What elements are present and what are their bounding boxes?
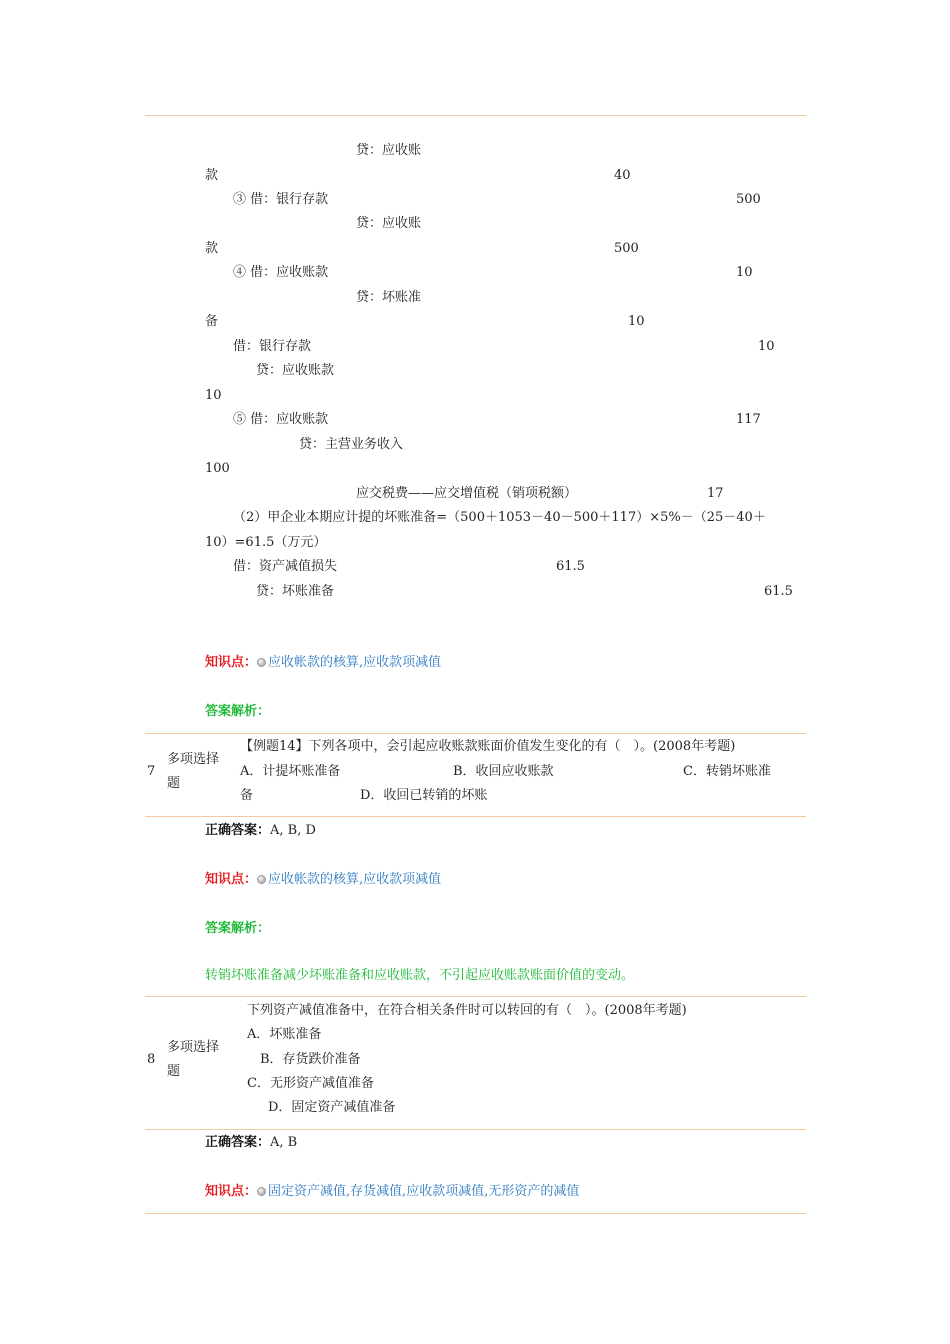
circle-bullet-icon: [257, 1187, 266, 1196]
knowledge-link[interactable]: 固定资产减值,存货减值,应收款项减值,无形资产的减值: [268, 1184, 580, 1199]
journal-line: ③ 借：银行存款: [233, 192, 329, 207]
journal-amount: 17: [707, 486, 724, 501]
correct-answer-value: A, B: [270, 1135, 298, 1150]
journal-amount: 10: [736, 265, 753, 280]
q8-stem: 下列资产减值准备中，在符合相关条件时可以转回的有（ ）。(2008年考题): [247, 1003, 687, 1018]
q7-knowledge-row: [205, 872, 441, 888]
journal-amount: 500: [614, 241, 639, 256]
q8-option-a: A．坏账准备: [247, 1027, 322, 1042]
journal-line: 贷：坏账准备: [256, 584, 335, 599]
circle-bullet-icon: [257, 875, 266, 884]
correct-answer-value: A, B, D: [270, 823, 316, 838]
journal-amount: 40: [614, 168, 631, 183]
journal-amount: 61.5: [764, 584, 793, 599]
circle-bullet-icon: [257, 658, 266, 667]
q7-top-divider: [145, 733, 806, 734]
knowledge-link[interactable]: 应收帐款的核算,应收款项减值: [268, 655, 442, 670]
correct-answer-label: 正确答案：: [205, 823, 271, 838]
q7-option-c-cont: 备: [240, 788, 254, 803]
bottom-divider: [145, 1213, 806, 1214]
knowledge-label: 知识点：: [205, 872, 258, 887]
journal-line: 贷：主营业务收入: [299, 437, 404, 452]
journal-line: 借：银行存款: [233, 339, 312, 354]
q7-type: 多项选择: [167, 752, 220, 767]
q8-option-b: B．存货跌价准备: [260, 1052, 361, 1067]
q7-stem: 【例题14】下列各项中，会引起应收账款账面价值发生变化的有（ ）。(2008年考题): [240, 739, 736, 754]
q7-analysis-label: 答案解析：: [205, 921, 271, 936]
correct-answer-label: 正确答案：: [205, 1135, 271, 1150]
q7-option-d: D．收回已转销的坏账: [360, 788, 488, 803]
journal-amount: 61.5: [556, 559, 585, 574]
q7-type: 题: [167, 776, 181, 791]
q8-option-d: D．固定资产减值准备: [268, 1100, 396, 1115]
q8-type: 多项选择: [167, 1040, 220, 1055]
journal-line: 贷：应收账: [356, 143, 422, 158]
journal-line: 贷：应收账: [356, 216, 422, 231]
q6-analysis-label: 答案解析：: [205, 704, 271, 719]
calculation-line: 10）=61.5（万元）: [205, 535, 327, 550]
journal-line: 贷：应收账款: [256, 363, 335, 378]
q7-bottom-divider: [145, 816, 806, 817]
q7-option-b: B．收回应收账款: [453, 764, 554, 779]
journal-line: 款: [205, 241, 219, 256]
top-divider: [145, 115, 806, 116]
q8-top-divider: [145, 996, 806, 997]
journal-amount: 10: [205, 388, 222, 403]
q8-type: 题: [167, 1064, 181, 1079]
journal-line: 备: [205, 314, 219, 329]
q8-knowledge-row: [205, 1184, 579, 1200]
q8-answer-row: [205, 1135, 297, 1151]
q7-number: 7: [147, 764, 156, 779]
journal-line: 借：资产减值损失: [233, 559, 338, 574]
journal-line: 应交税费——应交增值税（销项税额）: [356, 486, 578, 501]
q7-option-a: A．计提坏账准备: [240, 764, 341, 779]
q7-option-c: C．转销坏账准: [683, 764, 771, 779]
journal-line: 款: [205, 168, 219, 183]
journal-amount: 500: [736, 192, 761, 207]
knowledge-link[interactable]: 应收帐款的核算,应收款项减值: [268, 872, 442, 887]
q8-number: 8: [147, 1052, 156, 1067]
q8-bottom-divider: [145, 1129, 806, 1130]
journal-amount: 117: [736, 412, 761, 427]
knowledge-label: 知识点：: [205, 655, 258, 670]
journal-amount: 10: [758, 339, 775, 354]
calculation-line: （2）甲企业本期应计提的坏账准备=（500＋1053－40－500＋117）×5%－（25－40＋: [233, 510, 766, 525]
q7-answer-row: [205, 823, 316, 839]
journal-amount: 10: [628, 314, 645, 329]
q8-option-c: C．无形资产减值准备: [247, 1076, 374, 1091]
q6-knowledge-row: [205, 655, 441, 671]
q7-analysis-text: 转销坏账准备减少坏账准备和应收账款，不引起应收账款账面价值的变动。: [205, 968, 635, 983]
journal-amount: 100: [205, 461, 230, 476]
journal-line: 贷：坏账准: [356, 290, 422, 305]
knowledge-label: 知识点：: [205, 1184, 258, 1199]
journal-line: ④ 借：应收账款: [233, 265, 329, 280]
journal-line: ⑤ 借：应收账款: [233, 412, 329, 427]
